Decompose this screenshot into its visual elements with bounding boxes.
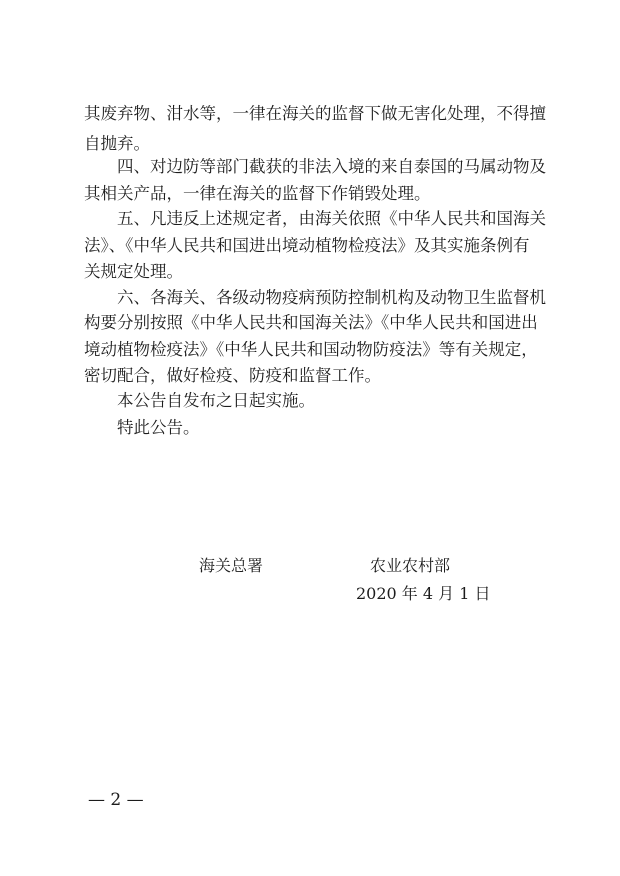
paragraph-line: 特此公告。 [117,418,200,437]
signature-date: 2020 年 4 月 1 日 [356,584,491,603]
signatory-right: 农业农村部 [370,556,451,575]
paragraph-line: 构要分别按照《中华人民共和国海关法》《中华人民共和国进出 [84,313,538,332]
paragraph-line: 本公告自发布之日起实施。 [117,391,315,410]
paragraph-line: 其相关产品，一律在海关的监督下作销毁处理。 [84,184,431,203]
paragraph-line: 其废弃物、泔水等，一律在海关的监督下做无害化处理，不得擅 [84,104,546,123]
paragraph-line: 境动植物检疫法》《中华人民共和国动物防疫法》等有关规定， [84,340,538,359]
page-number: — 2 — [88,790,144,810]
signatory-left: 海关总署 [199,556,264,575]
paragraph-line: 关规定处理。 [84,262,183,281]
paragraph-line: 法》、《中华人民共和国进出境动植物检疫法》及其实施条例有 [84,236,530,255]
paragraph-line: 四、对边防等部门截获的非法入境的来自泰国的马属动物及 [117,157,546,176]
paragraph-line: 自抛弃。 [84,134,150,153]
paragraph-line: 五、凡违反上述规定者，由海关依照《中华人民共和国海关 [117,209,546,228]
paragraph-line: 密切配合，做好检疫、防疫和监督工作。 [84,366,381,385]
paragraph-line: 六、各海关、各级动物疫病预防控制机构及动物卫生监督机 [117,288,546,307]
